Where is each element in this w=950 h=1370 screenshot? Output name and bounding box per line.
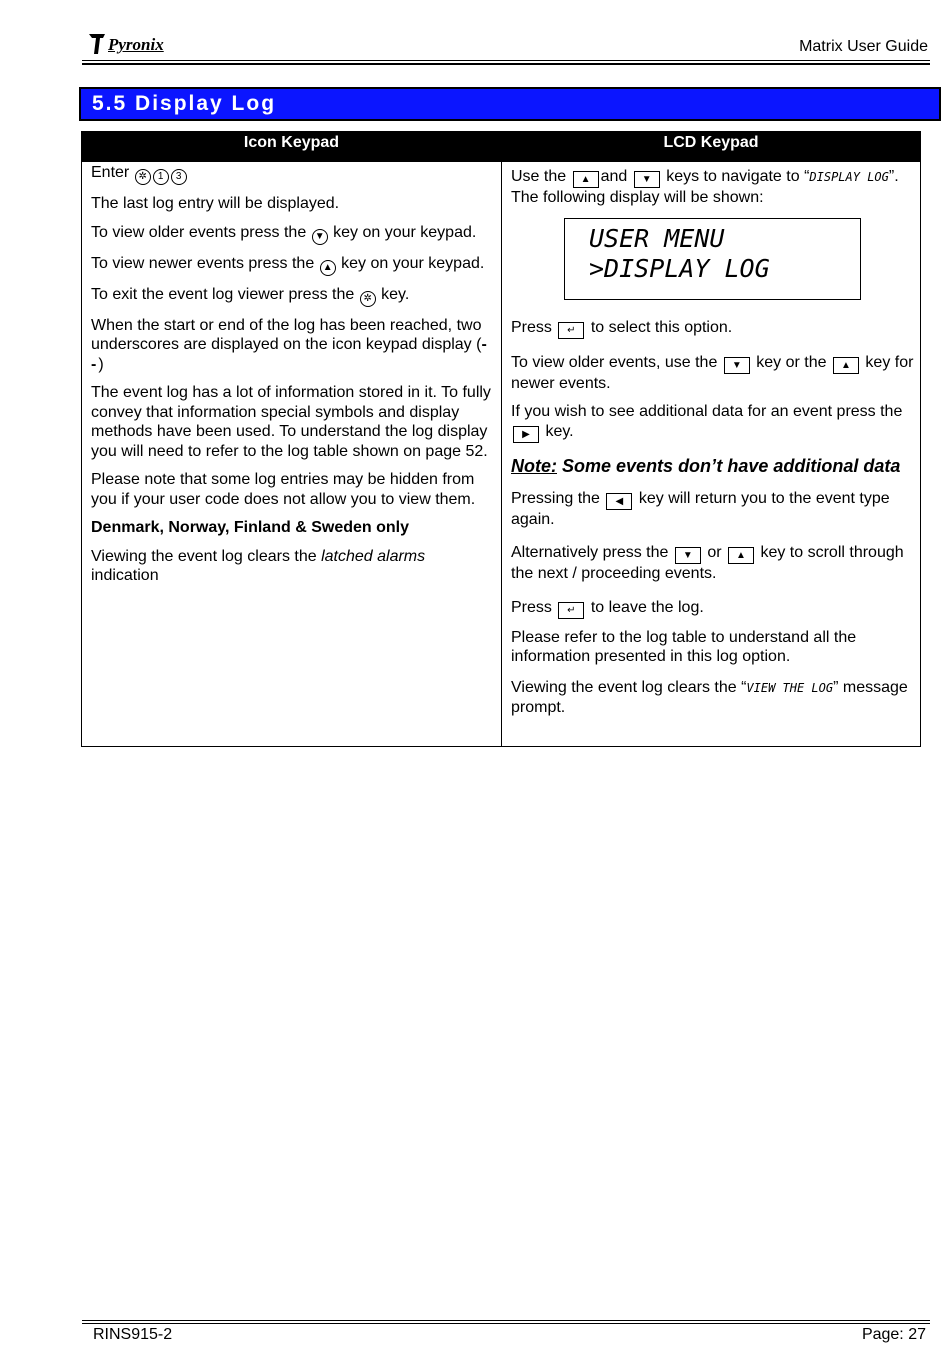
section-title: 5.5 Display Log <box>92 92 277 115</box>
footer-rule-2 <box>82 1323 930 1324</box>
region-note: Denmark, Norway, Finland & Sweden only <box>91 519 409 536</box>
right-p3-text-a: To view older events, use the <box>511 353 718 371</box>
lcd-line-1: USER MENU <box>589 223 725 253</box>
right-p3 <box>511 353 915 394</box>
underscore-display: - - <box>91 336 489 373</box>
section-title-bar <box>79 87 941 121</box>
right-p1-text-d: ”. The following display will be shown: <box>511 168 899 206</box>
left-p9-text-a: Viewing the event log clears the <box>91 547 317 565</box>
right-p2-text-a: Press <box>511 318 552 336</box>
lcd-keypad-header: LCD Keypad <box>663 134 759 151</box>
left-p4-text-b: key. <box>381 285 410 303</box>
right-p1-text-c: keys to navigate to “ <box>666 168 810 185</box>
right-p1-text-b: and <box>600 168 628 185</box>
right-p4 <box>511 402 915 443</box>
up-key-icon: ▲ <box>320 260 336 276</box>
down-arrow-key-icon: ▼ <box>634 171 660 188</box>
left-p9-text-b: indication <box>91 567 159 584</box>
left-p3-text-b: key on your keypad. <box>341 254 485 272</box>
right-p9 <box>511 678 915 718</box>
left-p2 <box>91 223 493 245</box>
right-p3-text-c: key for newer events. <box>511 353 914 392</box>
down-arrow-key-icon: ▼ <box>724 357 750 374</box>
icon-keypad-header: Icon Keypad <box>243 134 340 151</box>
right-p9-text-b: ” message prompt. <box>511 678 908 716</box>
right-p2-text-b: to select this option. <box>590 318 733 336</box>
right-p6-text-a: Alternatively press the <box>511 544 669 561</box>
lcd-display <box>564 218 861 300</box>
up-arrow-key-icon: ▲ <box>573 171 599 188</box>
left-p5-text-b: ) <box>98 355 104 373</box>
down-key-icon: ▼ <box>312 229 328 245</box>
left-p1: The last log entry will be displayed. <box>91 195 340 212</box>
page-number: Page: 27 <box>861 1326 926 1343</box>
brand-name: Pyronix <box>108 35 164 54</box>
left-p4-text-a: To exit the event log viewer press the <box>91 285 355 303</box>
up-arrow-key-icon: ▲ <box>728 547 754 564</box>
right-p7-text-a: Press <box>511 598 552 616</box>
enter-key-icon: ↵ <box>558 602 584 619</box>
right-p6-text-c: key to scroll through the next / proceeding events. <box>511 544 904 582</box>
left-p3 <box>91 254 493 276</box>
document-id: RINS915-2 <box>93 1326 173 1343</box>
enter-line <box>91 163 493 185</box>
note-text: Some events don’t have additional data <box>562 455 901 476</box>
column-divider <box>501 162 502 746</box>
right-p3-text-b: key or the <box>756 353 827 371</box>
guide-title: Matrix User Guide <box>799 38 928 55</box>
up-arrow-key-icon: ▲ <box>833 357 859 374</box>
header-rule-thick <box>82 63 930 65</box>
right-p4-text-a: If you wish to see additional data for an event press the <box>511 403 903 420</box>
left-p5-text-a: When the start or end of the log has been reached, two underscores are displayed on the icon keypad display ( <box>91 316 482 353</box>
display-log-lcd-text: DISPLAY LOG <box>809 170 889 184</box>
footer-rule <box>82 1320 930 1321</box>
left-p4 <box>91 285 493 307</box>
right-p7 <box>511 598 915 619</box>
right-p2 <box>511 318 915 339</box>
left-p6: The event log has a lot of information stored in it. To fully convey that information special symbols and display methods have been used. To understand the log display you will need to refer to the log table shown on page 52. <box>91 384 491 460</box>
right-p1-text-a: Use the <box>511 168 567 185</box>
right-arrow-key-icon: ▶ <box>513 426 539 443</box>
icon-keypad-column <box>91 162 493 595</box>
table-header <box>82 132 920 162</box>
left-p3-text-a: To view newer events press the <box>91 254 315 272</box>
view-the-log-lcd-text: VIEW THE LOG <box>746 680 834 695</box>
right-p5 <box>511 489 915 530</box>
brand-logo <box>88 28 164 56</box>
note-box <box>511 455 915 477</box>
right-p4-text-b: key. <box>545 422 574 440</box>
down-arrow-key-icon: ▼ <box>675 547 701 564</box>
key-3-icon: 3 <box>171 169 187 185</box>
left-p5 <box>91 316 493 375</box>
enter-label: Enter <box>91 164 130 181</box>
lcd-line-2: >DISPLAY LOG <box>589 253 770 283</box>
right-p6 <box>511 543 915 584</box>
right-p5-text-b: key will return you to the event type again. <box>511 489 890 528</box>
star-key-icon: ✲ <box>360 291 376 307</box>
left-p2-text-b: key on your keypad. <box>333 223 477 241</box>
star-key-icon: ✲ <box>135 169 151 185</box>
keypad-table <box>81 131 921 747</box>
left-arrow-key-icon: ◀ <box>606 493 632 510</box>
right-p5-text-a: Pressing the <box>511 489 600 507</box>
right-p6-text-b: or <box>707 544 722 561</box>
key-1-icon: 1 <box>153 169 169 185</box>
enter-key-icon: ↵ <box>558 322 584 339</box>
right-p8: Please refer to the log table to understand all the information presented in this log option. <box>511 628 857 665</box>
latched-alarms-text: latched alarms <box>321 547 426 565</box>
lcd-keypad-column <box>511 162 915 727</box>
pyronix-logo-icon <box>88 32 106 56</box>
right-p9-text-a: Viewing the event log clears the “ <box>511 678 747 696</box>
header-rule <box>82 60 930 61</box>
right-p7-text-b: to leave the log. <box>590 598 704 616</box>
left-p7: Please note that some log entries may be hidden from you if your user code does not allow you to view them. <box>91 471 476 508</box>
left-p9 <box>91 547 493 586</box>
left-p2-text-a: To view older events press the <box>91 223 307 241</box>
right-p1 <box>511 167 915 208</box>
note-label: Note: <box>511 455 557 476</box>
